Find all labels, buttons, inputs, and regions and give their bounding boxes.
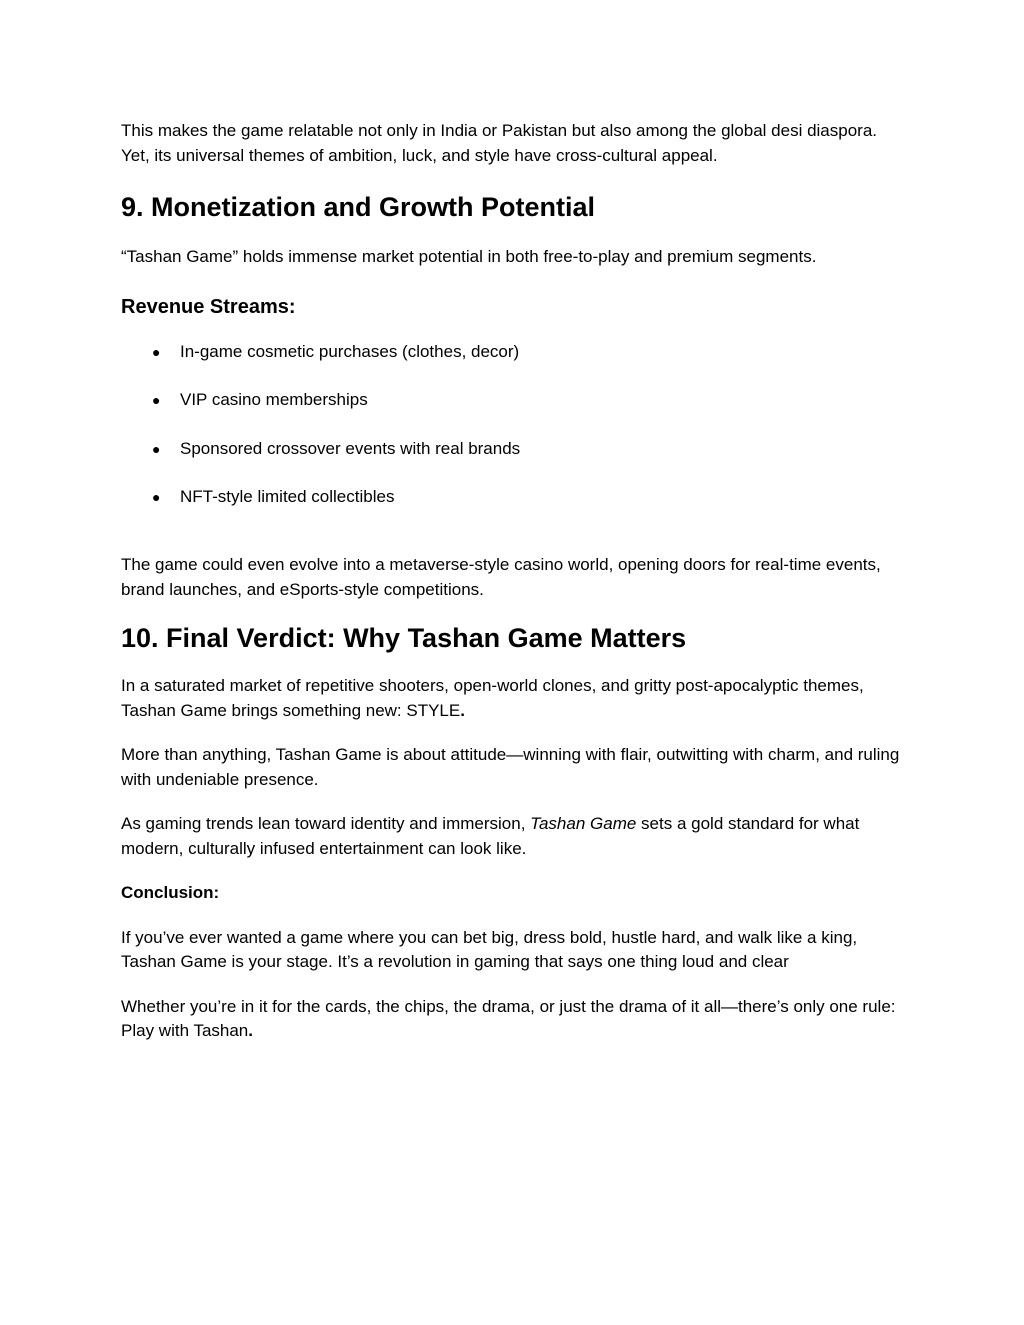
- section-10-heading: 10. Final Verdict: Why Tashan Game Matters: [121, 623, 687, 653]
- list-item-text: In-game cosmetic purchases (clothes, decor): [180, 341, 520, 361]
- list-item: [121, 485, 901, 509]
- conclusion-paragraph-1: If you’ve ever wanted a game where you can bet big, dress bold, hustle hard, and walk like a king, Tashan Game is your stage. It’s a revolution in gaming that says one thing loud and clear: [121, 927, 858, 971]
- section-10-paragraph-2: More than anything, Tashan Game is about attitude—winning with flair, outwitting with charm, and ruling with undeniable presence.: [121, 745, 900, 789]
- section-10-paragraph-1: [121, 674, 901, 723]
- conclusion-paragraph-2: [121, 995, 901, 1044]
- bullet-dot-icon: ●: [152, 392, 161, 408]
- revenue-streams-subheading: Revenue Streams:: [121, 295, 296, 318]
- list-item: [121, 340, 901, 364]
- game-title-italic: Tashan Game: [530, 814, 637, 833]
- list-item-text: Sponsored crossover events with real brands: [180, 438, 521, 458]
- paragraph-text: Whether you’re in it for the cards, the chips, the drama, or just the drama of it all—there’s only one rule: Play with Tashan: [121, 996, 896, 1040]
- intro-paragraph: This makes the game relatable not only in India or Pakistan but also among the global desi diaspora. Yet, its universal themes of ambition, luck, and style have cross-cultural appeal.: [121, 121, 878, 165]
- section-9-lead-paragraph: “Tashan Game” holds immense market potential in both free-to-play and premium segments.: [121, 247, 817, 266]
- paragraph-end-mark: .: [460, 700, 465, 720]
- bullet-dot-icon: ●: [152, 440, 161, 457]
- list-item-text: VIP casino memberships: [180, 390, 368, 409]
- bullet-dot-icon: ●: [152, 489, 161, 505]
- list-item: [121, 388, 901, 412]
- revenue-streams-list: [121, 340, 901, 510]
- paragraph-end-mark: .: [248, 1021, 253, 1040]
- document-page: [121, 119, 901, 1044]
- list-item: [121, 437, 901, 461]
- paragraph-text-before: As gaming trends lean toward identity and immersion,: [121, 814, 531, 833]
- section-9-heading: 9. Monetization and Growth Potential: [121, 192, 596, 222]
- paragraph-text-after: sets a gold standard for what modern, culturally infused entertainment can look like.: [121, 814, 860, 858]
- paragraph-text: In a saturated market of repetitive shooters, open-world clones, and gritty post-apocalyptic themes, Tashan Game brings something new: STYLE: [121, 676, 864, 720]
- bullet-dot-icon: ●: [152, 343, 161, 360]
- section-10-paragraph-3: [121, 812, 901, 861]
- section-9-closing-paragraph: The game could even evolve into a metaverse-style casino world, opening doors for real-time events, brand launches, and eSports-style competitions.: [121, 555, 881, 599]
- list-item-text: NFT-style limited collectibles: [180, 487, 395, 506]
- conclusion-label: Conclusion:: [121, 883, 220, 902]
